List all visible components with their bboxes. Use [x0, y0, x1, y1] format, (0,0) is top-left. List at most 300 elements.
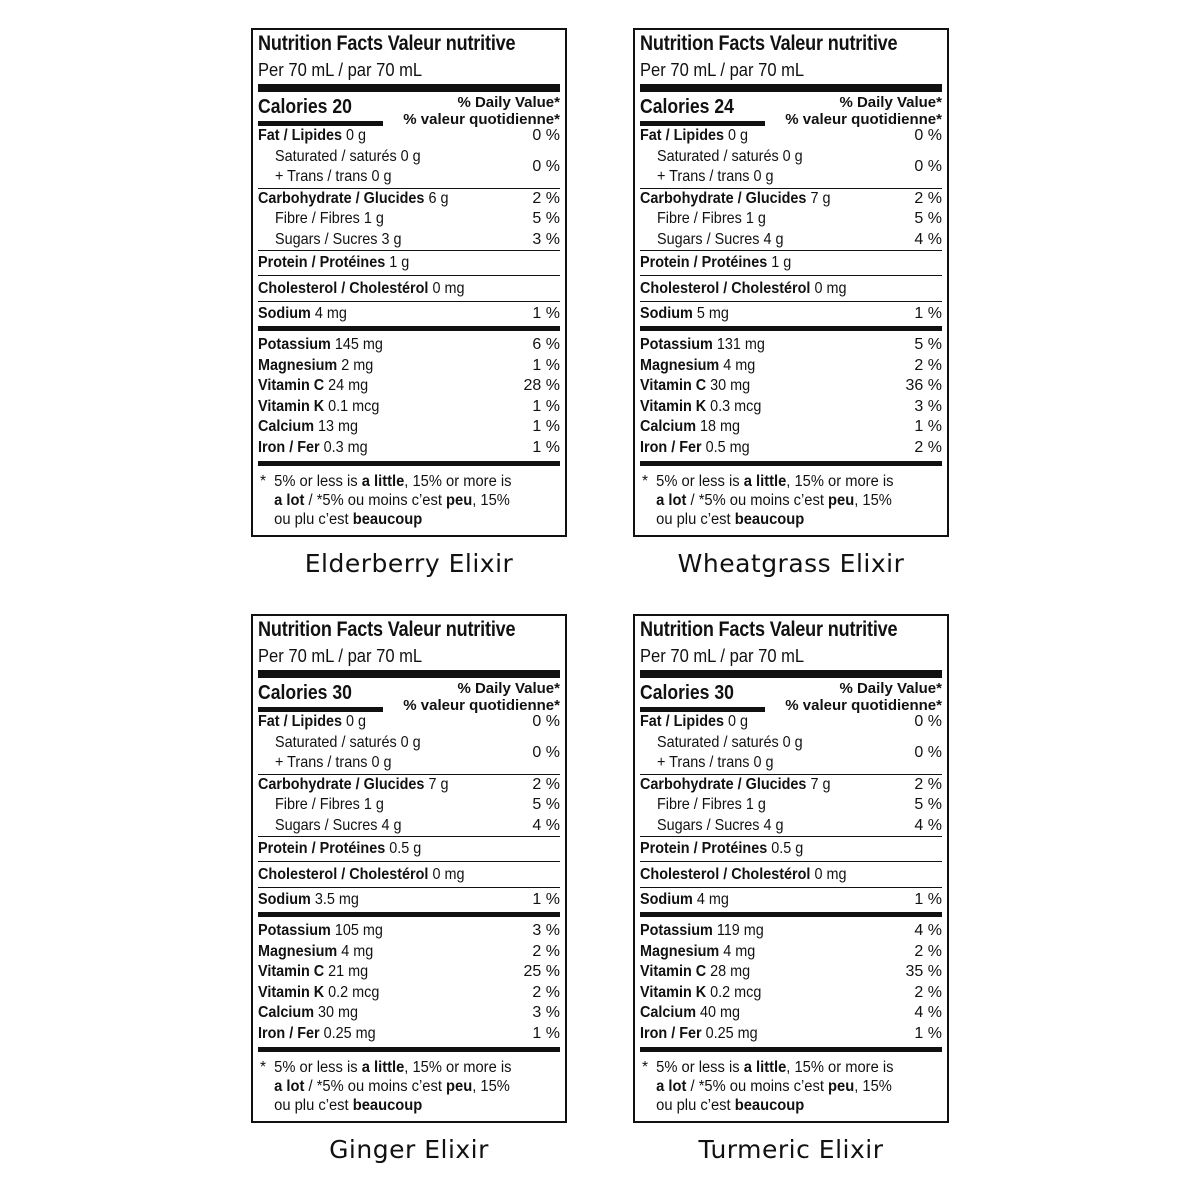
- daily-value-footnote: [258, 1052, 560, 1121]
- iron-label: Iron / Fer: [258, 1024, 320, 1042]
- potassium-row: [640, 921, 942, 942]
- daily-value-footnote: [640, 466, 942, 535]
- daily-value-heading-fr: % valeur quotidienne*: [785, 697, 942, 714]
- cholesterol-label: Cholesterol / Cholestérol: [640, 866, 811, 883]
- potassium-value: 119 mg: [716, 922, 764, 939]
- sodium-percent: 1 %: [532, 305, 560, 322]
- footnote-part: 5% or less is: [274, 1059, 358, 1076]
- calcium-value: 13 mg: [318, 418, 359, 435]
- carbohydrate-label: Carbohydrate / Glucides: [258, 189, 425, 207]
- daily-value-heading: [403, 680, 560, 714]
- sugars-row: [640, 230, 942, 251]
- potassium-label: Potassium: [640, 336, 713, 353]
- saturated-row: [640, 147, 942, 168]
- saturated-value: Saturated / saturés 0 g: [275, 147, 421, 165]
- vitamin-k-percent: 3 %: [914, 397, 942, 415]
- footnote-bold: beaucoup: [352, 511, 423, 528]
- fat-label: Fat / Lipides: [258, 127, 343, 144]
- footnote-bold: beaucoup: [734, 1097, 805, 1114]
- cholesterol-value: 0 mg: [814, 280, 847, 297]
- footnote-part: , 15% or more is: [404, 473, 512, 490]
- daily-value-heading-fr: % valeur quotidienne*: [403, 111, 560, 128]
- fibre-percent: 5 %: [532, 796, 560, 813]
- thick-rule: [258, 670, 560, 678]
- footnote-part: / *5% ou moins c’est: [686, 1078, 824, 1095]
- nutrition-facts-table: [633, 614, 949, 1123]
- fat-percent: 0 %: [532, 127, 560, 144]
- daily-value-heading-en: % Daily Value*: [839, 94, 942, 111]
- label-title: Nutrition Facts Valeur nutritive: [258, 32, 516, 55]
- panel-wheatgrass: [633, 28, 949, 578]
- trans-row: [258, 167, 560, 188]
- carbohydrate-value: 7 g: [428, 775, 449, 793]
- carbohydrate-label: Carbohydrate / Glucides: [640, 189, 807, 207]
- potassium-value: 105 mg: [334, 922, 383, 939]
- vitamin-k-row: [258, 983, 560, 1004]
- potassium-percent: 5 %: [914, 336, 942, 353]
- fat-value: 0 g: [728, 713, 749, 730]
- cholesterol-value: 0 mg: [814, 866, 847, 883]
- iron-label: Iron / Fer: [640, 1024, 702, 1042]
- vitamin-c-row: [258, 376, 560, 397]
- carbohydrate-label: Carbohydrate / Glucides: [640, 775, 807, 793]
- footnote-bold: peu: [828, 492, 855, 509]
- fat-percent: 0 %: [532, 713, 560, 730]
- footnote-asterisk: *: [260, 473, 267, 490]
- vitamin-k-row: [640, 983, 942, 1004]
- label-title: Nutrition Facts Valeur nutritive: [640, 32, 898, 55]
- saturated-value: Saturated / saturés 0 g: [657, 147, 803, 165]
- protein-row: [258, 251, 560, 275]
- calcium-label: Calcium: [258, 418, 315, 435]
- sodium-row: [640, 302, 942, 326]
- thick-rule: [258, 84, 560, 92]
- magnesium-percent: 2 %: [532, 942, 560, 960]
- fibre-value: Fibre / Fibres 1 g: [275, 210, 384, 227]
- calories-text: Calories 30: [258, 682, 352, 704]
- protein-label: Protein / Protéines: [640, 254, 768, 271]
- potassium-row: [640, 335, 942, 356]
- vitamin-k-row: [640, 397, 942, 418]
- fat-label: Fat / Lipides: [640, 127, 725, 144]
- saturated-value: Saturated / saturés 0 g: [657, 733, 803, 751]
- vitamin-k-percent: 2 %: [914, 983, 942, 1001]
- calcium-value: 30 mg: [318, 1004, 359, 1021]
- carbohydrate-value: 7 g: [810, 775, 831, 793]
- cholesterol-row: [640, 276, 942, 301]
- footnote-bold: beaucoup: [734, 511, 805, 528]
- calcium-percent: 1 %: [914, 418, 942, 435]
- sodium-value: 4 mg: [696, 891, 729, 908]
- trans-row: [640, 167, 942, 188]
- footnote-part: , 15% or more is: [404, 1059, 512, 1076]
- vitamin-k-row: [258, 397, 560, 418]
- protein-label: Protein / Protéines: [258, 840, 386, 857]
- sodium-value: 5 mg: [696, 305, 729, 322]
- vitamin-k-percent: 1 %: [532, 397, 560, 415]
- footnote-part: ou plu c’est: [274, 1097, 349, 1114]
- footnote-part: / *5% ou moins c’est: [304, 492, 442, 509]
- fibre-value: Fibre / Fibres 1 g: [275, 796, 384, 813]
- saturated-trans-percent: 0 %: [914, 743, 942, 761]
- serving-size: Per 70 mL / par 70 mL: [640, 646, 805, 666]
- saturated-row: [640, 733, 942, 754]
- iron-percent: 1 %: [532, 438, 560, 456]
- carbohydrate-value: 7 g: [810, 189, 831, 207]
- saturated-row: [258, 147, 560, 168]
- magnesium-label: Magnesium: [640, 942, 720, 960]
- vitamin-k-label: Vitamin K: [258, 983, 325, 1001]
- fat-row: [258, 712, 560, 733]
- vitamin-c-label: Vitamin C: [258, 377, 325, 394]
- footnote-part: , 15%: [854, 1078, 892, 1095]
- footnote-text: [258, 1058, 545, 1115]
- cholesterol-value: 0 mg: [432, 280, 465, 297]
- trans-row: [640, 753, 942, 774]
- daily-value-footnote: [640, 1052, 942, 1121]
- thick-rule: [640, 670, 942, 678]
- vitamin-k-value: 0.2 mcg: [710, 983, 762, 1001]
- fibre-percent: 5 %: [914, 796, 942, 813]
- sugars-row: [258, 230, 560, 251]
- vitamin-c-value: 28 mg: [710, 963, 751, 980]
- carbohydrate-row: [640, 189, 942, 210]
- sugars-row: [258, 816, 560, 837]
- protein-value: 1 g: [771, 254, 792, 271]
- vitamin-c-value: 30 mg: [710, 377, 751, 394]
- saturated-value: Saturated / saturés 0 g: [275, 733, 421, 751]
- carbohydrate-percent: 2 %: [914, 189, 942, 207]
- footnote-part: , 15%: [854, 492, 892, 509]
- protein-row: [640, 251, 942, 275]
- footnote-part: ou plu c’est: [274, 511, 349, 528]
- vitamin-k-value: 0.1 mcg: [328, 397, 380, 415]
- vitamin-c-row: [258, 962, 560, 983]
- saturated-trans-group: [640, 147, 942, 188]
- footnote-part: / *5% ou moins c’est: [686, 492, 824, 509]
- magnesium-value: 2 mg: [341, 356, 374, 374]
- sugars-value: Sugars / Sucres 3 g: [275, 230, 402, 248]
- fibre-percent: 5 %: [914, 210, 942, 227]
- saturated-trans-group: [258, 147, 560, 188]
- calories-row: [258, 92, 560, 126]
- footnote-bold: a lot: [656, 492, 687, 509]
- potassium-label: Potassium: [258, 922, 331, 939]
- calcium-label: Calcium: [640, 1004, 697, 1021]
- calories-row: [640, 678, 942, 712]
- footnote-bold: a little: [361, 473, 405, 490]
- vitamin-c-row: [640, 962, 942, 983]
- protein-label: Protein / Protéines: [640, 840, 768, 857]
- sodium-row: [258, 888, 560, 912]
- sodium-percent: 1 %: [532, 891, 560, 908]
- fat-value: 0 g: [346, 713, 367, 730]
- footnote-asterisk: *: [260, 1059, 267, 1076]
- sugars-percent: 3 %: [532, 230, 560, 248]
- calories-text: Calories 24: [640, 96, 734, 118]
- trans-value: + Trans / trans 0 g: [657, 168, 774, 185]
- sodium-value: 4 mg: [314, 305, 347, 322]
- sugars-percent: 4 %: [532, 816, 560, 834]
- footnote-part: 5% or less is: [274, 473, 358, 490]
- trans-value: + Trans / trans 0 g: [275, 168, 392, 185]
- sugars-value: Sugars / Sucres 4 g: [275, 816, 402, 834]
- serving-size: Per 70 mL / par 70 mL: [258, 60, 423, 80]
- magnesium-row: [640, 356, 942, 377]
- protein-row: [640, 837, 942, 861]
- sugars-value: Sugars / Sucres 4 g: [657, 230, 784, 248]
- daily-value-heading-en: % Daily Value*: [457, 680, 560, 697]
- footnote-part: ou plu c’est: [656, 1097, 731, 1114]
- calcium-label: Calcium: [258, 1004, 315, 1021]
- potassium-percent: 6 %: [532, 336, 560, 353]
- potassium-percent: 3 %: [532, 922, 560, 939]
- magnesium-label: Magnesium: [258, 942, 338, 960]
- calcium-value: 40 mg: [700, 1004, 741, 1021]
- trans-value: + Trans / trans 0 g: [275, 754, 392, 771]
- cholesterol-label: Cholesterol / Cholestérol: [258, 280, 429, 297]
- cholesterol-row: [258, 862, 560, 887]
- magnesium-value: 4 mg: [723, 942, 756, 960]
- sodium-label: Sodium: [258, 305, 311, 322]
- footnote-bold: a lot: [274, 492, 305, 509]
- calcium-value: 18 mg: [700, 418, 741, 435]
- fat-value: 0 g: [728, 127, 749, 144]
- calories-row: [258, 678, 560, 712]
- footnote-bold: a lot: [274, 1078, 305, 1095]
- calcium-row: [258, 1003, 560, 1024]
- fat-row: [640, 712, 942, 733]
- iron-percent: 2 %: [914, 438, 942, 456]
- vitamin-k-label: Vitamin K: [258, 397, 325, 415]
- fat-value: 0 g: [346, 127, 367, 144]
- sugars-value: Sugars / Sucres 4 g: [657, 816, 784, 834]
- fibre-row: [258, 795, 560, 816]
- nutrition-facts-table: [251, 28, 567, 537]
- daily-value-heading: [785, 94, 942, 128]
- potassium-row: [258, 921, 560, 942]
- footnote-text: [258, 472, 545, 529]
- footnote-text: [640, 472, 927, 529]
- fibre-row: [258, 209, 560, 230]
- vitamin-c-value: 24 mg: [328, 377, 369, 394]
- footnote-asterisk: *: [642, 473, 649, 490]
- saturated-trans-percent: 0 %: [532, 743, 560, 761]
- daily-value-footnote: [258, 466, 560, 535]
- potassium-label: Potassium: [640, 922, 713, 939]
- calcium-label: Calcium: [640, 418, 697, 435]
- protein-label: Protein / Protéines: [258, 254, 386, 271]
- vitamin-c-value: 21 mg: [328, 963, 369, 980]
- daily-value-heading: [785, 680, 942, 714]
- cholesterol-value: 0 mg: [432, 866, 465, 883]
- sodium-label: Sodium: [640, 305, 693, 322]
- magnesium-percent: 2 %: [914, 356, 942, 374]
- iron-value: 0.5 mg: [705, 438, 750, 456]
- protein-value: 1 g: [389, 254, 410, 271]
- vitamin-k-label: Vitamin K: [640, 983, 707, 1001]
- carbohydrate-label: Carbohydrate / Glucides: [258, 775, 425, 793]
- vitamin-c-percent: 25 %: [523, 963, 560, 980]
- serving-size: Per 70 mL / par 70 mL: [258, 646, 423, 666]
- panel-ginger: [251, 614, 567, 1164]
- daily-value-heading-en: % Daily Value*: [457, 94, 560, 111]
- iron-percent: 1 %: [532, 1024, 560, 1042]
- sodium-percent: 1 %: [914, 891, 942, 908]
- magnesium-row: [258, 356, 560, 377]
- sugars-row: [640, 816, 942, 837]
- calcium-row: [258, 417, 560, 438]
- vitamin-c-row: [640, 376, 942, 397]
- calcium-percent: 4 %: [914, 1004, 942, 1021]
- magnesium-percent: 1 %: [532, 356, 560, 374]
- magnesium-label: Magnesium: [640, 356, 720, 374]
- saturated-trans-group: [640, 733, 942, 774]
- vitamin-c-percent: 35 %: [905, 963, 942, 980]
- calories-row: [640, 92, 942, 126]
- cholesterol-row: [640, 862, 942, 887]
- carbohydrate-percent: 2 %: [914, 775, 942, 793]
- fat-row: [258, 126, 560, 147]
- footnote-bold: a little: [743, 473, 787, 490]
- magnesium-row: [640, 942, 942, 963]
- footnote-text: [640, 1058, 927, 1115]
- vitamin-c-label: Vitamin C: [640, 963, 707, 980]
- footnote-part: / *5% ou moins c’est: [304, 1078, 442, 1095]
- iron-percent: 1 %: [914, 1024, 942, 1042]
- carbohydrate-value: 6 g: [428, 189, 449, 207]
- nutrition-facts-table: [251, 614, 567, 1123]
- iron-value: 0.25 mg: [705, 1024, 758, 1042]
- thick-rule: [640, 84, 942, 92]
- footnote-bold: peu: [446, 492, 473, 509]
- carbohydrate-row: [258, 775, 560, 796]
- potassium-value: 145 mg: [334, 336, 383, 353]
- panel-turmeric: [633, 614, 949, 1164]
- calories-text: Calories 30: [640, 682, 734, 704]
- vitamin-k-value: 0.2 mcg: [328, 983, 380, 1001]
- iron-row: [640, 1024, 942, 1045]
- saturated-trans-percent: 0 %: [914, 157, 942, 175]
- iron-row: [640, 438, 942, 459]
- iron-label: Iron / Fer: [640, 438, 702, 456]
- vitamin-k-percent: 2 %: [532, 983, 560, 1001]
- fibre-percent: 5 %: [532, 210, 560, 227]
- product-name: Ginger Elixir: [329, 1135, 489, 1164]
- product-name: Wheatgrass Elixir: [677, 549, 905, 578]
- magnesium-label: Magnesium: [258, 356, 338, 374]
- calcium-row: [640, 417, 942, 438]
- carbohydrate-percent: 2 %: [532, 775, 560, 793]
- product-name: Turmeric Elixir: [698, 1135, 884, 1164]
- sugars-percent: 4 %: [914, 816, 942, 834]
- cholesterol-label: Cholesterol / Cholestérol: [640, 280, 811, 297]
- footnote-bold: a lot: [656, 1078, 687, 1095]
- footnote-bold: peu: [828, 1078, 855, 1095]
- calories-text: Calories 20: [258, 96, 352, 118]
- daily-value-heading-fr: % valeur quotidienne*: [785, 111, 942, 128]
- footnote-part: , 15% or more is: [786, 1059, 894, 1076]
- fat-percent: 0 %: [914, 713, 942, 730]
- fibre-value: Fibre / Fibres 1 g: [657, 210, 766, 227]
- footnote-bold: peu: [446, 1078, 473, 1095]
- potassium-percent: 4 %: [914, 922, 942, 939]
- fat-row: [640, 126, 942, 147]
- trans-row: [258, 753, 560, 774]
- vitamin-c-percent: 28 %: [523, 377, 560, 394]
- footnote-bold: a little: [361, 1059, 405, 1076]
- sodium-label: Sodium: [640, 891, 693, 908]
- footnote-part: 5% or less is: [656, 1059, 740, 1076]
- serving-size: Per 70 mL / par 70 mL: [640, 60, 805, 80]
- saturated-row: [258, 733, 560, 754]
- carbohydrate-percent: 2 %: [532, 189, 560, 207]
- daily-value-heading-en: % Daily Value*: [839, 680, 942, 697]
- potassium-value: 131 mg: [716, 336, 765, 353]
- vitamin-c-label: Vitamin C: [258, 963, 325, 980]
- magnesium-row: [258, 942, 560, 963]
- label-title: Nutrition Facts Valeur nutritive: [640, 618, 898, 641]
- trans-value: + Trans / trans 0 g: [657, 754, 774, 771]
- sodium-value: 3.5 mg: [314, 891, 359, 908]
- nutrition-facts-table: [633, 28, 949, 537]
- footnote-part: , 15% or more is: [786, 473, 894, 490]
- fat-label: Fat / Lipides: [258, 713, 343, 730]
- cholesterol-label: Cholesterol / Cholestérol: [258, 866, 429, 883]
- calcium-row: [640, 1003, 942, 1024]
- calcium-percent: 1 %: [532, 418, 560, 435]
- sodium-label: Sodium: [258, 891, 311, 908]
- footnote-part: 5% or less is: [656, 473, 740, 490]
- saturated-trans-percent: 0 %: [532, 157, 560, 175]
- footnote-bold: a little: [743, 1059, 787, 1076]
- protein-row: [258, 837, 560, 861]
- iron-row: [258, 438, 560, 459]
- fibre-value: Fibre / Fibres 1 g: [657, 796, 766, 813]
- iron-value: 0.3 mg: [323, 438, 368, 456]
- saturated-trans-group: [258, 733, 560, 774]
- label-title: Nutrition Facts Valeur nutritive: [258, 618, 516, 641]
- footnote-asterisk: *: [642, 1059, 649, 1076]
- carbohydrate-row: [258, 189, 560, 210]
- magnesium-value: 4 mg: [341, 942, 374, 960]
- vitamin-c-label: Vitamin C: [640, 377, 707, 394]
- protein-value: 0.5 g: [771, 840, 804, 857]
- magnesium-percent: 2 %: [914, 942, 942, 960]
- cholesterol-row: [258, 276, 560, 301]
- magnesium-value: 4 mg: [723, 356, 756, 374]
- footnote-bold: beaucoup: [352, 1097, 423, 1114]
- vitamin-k-value: 0.3 mcg: [710, 397, 762, 415]
- vitamin-k-label: Vitamin K: [640, 397, 707, 415]
- daily-value-heading-fr: % valeur quotidienne*: [403, 697, 560, 714]
- fat-label: Fat / Lipides: [640, 713, 725, 730]
- panel-elderberry: [251, 28, 567, 578]
- footnote-part: , 15%: [472, 492, 510, 509]
- daily-value-heading: [403, 94, 560, 128]
- footnote-part: , 15%: [472, 1078, 510, 1095]
- product-name: Elderberry Elixir: [304, 549, 514, 578]
- vitamin-c-percent: 36 %: [905, 377, 942, 394]
- potassium-row: [258, 335, 560, 356]
- sodium-row: [258, 302, 560, 326]
- iron-value: 0.25 mg: [323, 1024, 376, 1042]
- protein-value: 0.5 g: [389, 840, 422, 857]
- footnote-part: ou plu c’est: [656, 511, 731, 528]
- iron-label: Iron / Fer: [258, 438, 320, 456]
- fibre-row: [640, 209, 942, 230]
- sodium-percent: 1 %: [914, 305, 942, 322]
